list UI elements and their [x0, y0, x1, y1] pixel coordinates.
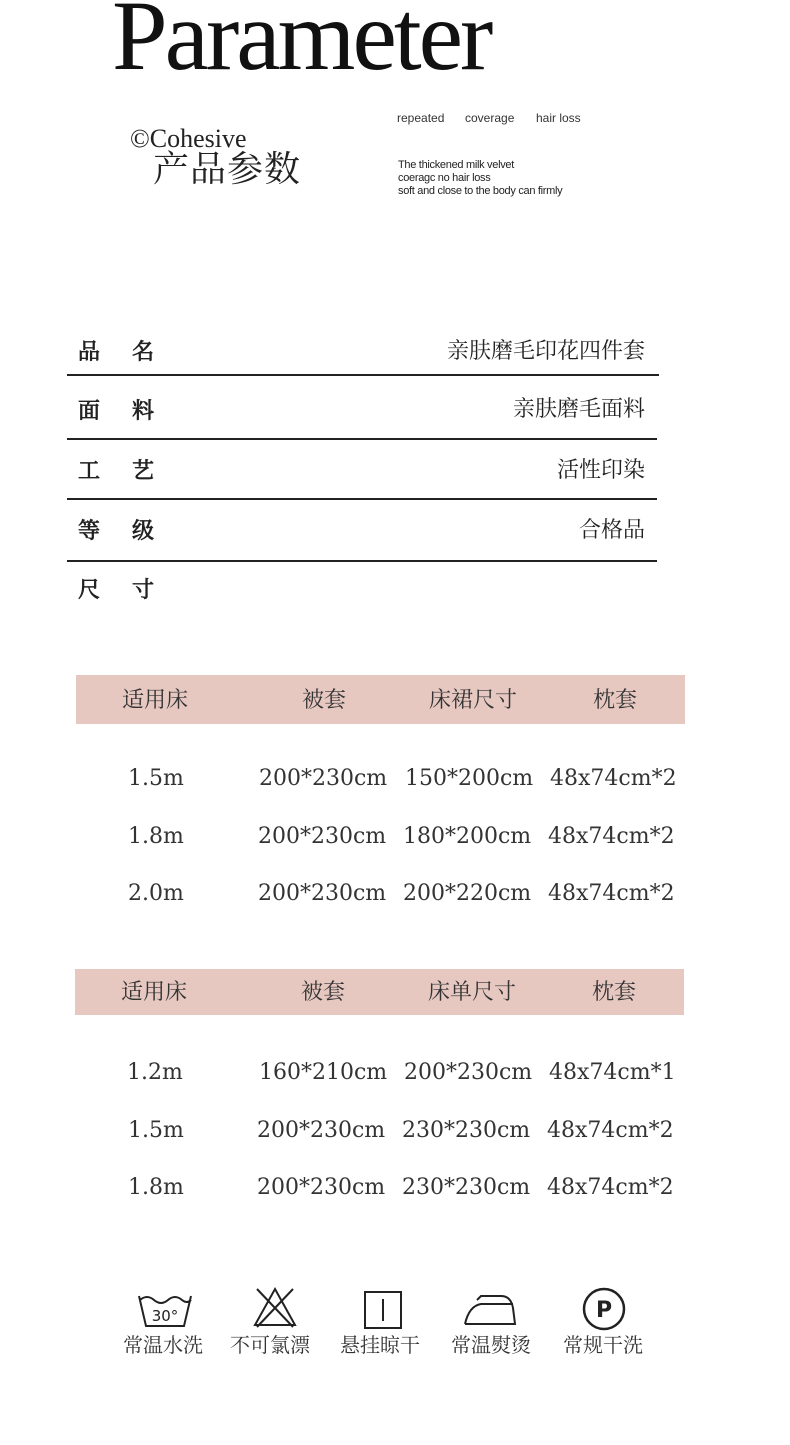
divider: [67, 438, 657, 440]
column-header: 适用床: [122, 688, 189, 713]
table-cell: 48x74cm*2: [548, 824, 675, 849]
page-title: Parameter: [112, 0, 491, 91]
table-header: [76, 675, 685, 724]
param-label-craft: 工艺: [78, 458, 187, 484]
description-line: The thickened milk velvet: [398, 159, 514, 171]
table-header: [75, 969, 684, 1015]
table-cell: 48x74cm*2: [550, 766, 677, 791]
table-cell: 230*230cm: [402, 1118, 531, 1143]
table-cell: 200*230cm: [259, 766, 388, 791]
column-header: 床单尺寸: [428, 980, 517, 1005]
param-label-grade: 等级: [78, 518, 187, 544]
table-cell: 200*220cm: [403, 881, 532, 906]
column-header: 床裙尺寸: [429, 688, 518, 713]
table-cell: 230*230cm: [402, 1175, 531, 1200]
table-cell: 1.5m: [128, 766, 184, 791]
no-bleach-icon: [251, 1285, 299, 1331]
param-label-name: 品名: [78, 339, 187, 365]
param-value-craft: 活性印染: [556, 458, 645, 483]
care-label-iron: 常温熨烫: [451, 1333, 531, 1357]
column-header: 被套: [302, 688, 347, 713]
table-cell: 1.5m: [128, 1118, 184, 1143]
section-title: 产品参数: [153, 149, 302, 190]
table-cell: 2.0m: [128, 881, 184, 906]
tag-coverage: coverage: [465, 111, 515, 125]
table-cell: 200*230cm: [404, 1060, 533, 1085]
tag-hair-loss: hair loss: [536, 111, 581, 125]
tag-repeated: repeated: [397, 111, 445, 125]
care-label-dry: 悬挂晾干: [340, 1333, 420, 1357]
param-value-grade: 合格品: [578, 518, 645, 543]
wash-30-icon: [136, 1290, 194, 1330]
param-value-name: 亲肤磨毛印花四件套: [446, 339, 645, 364]
column-header: 被套: [301, 980, 346, 1005]
table-cell: 200*230cm: [258, 881, 387, 906]
care-label-wash: 常温水洗: [123, 1333, 203, 1357]
description-line: soft and close to the body can firmly: [398, 185, 563, 197]
wash-temp: 30°: [151, 1307, 179, 1325]
table-cell: 1.8m: [128, 1175, 184, 1200]
brand-name: ©Cohesive: [130, 124, 247, 153]
description: [398, 159, 562, 198]
table-cell: 48x74cm*2: [548, 881, 675, 906]
divider: [67, 560, 657, 562]
param-label-size: 尺寸: [78, 577, 187, 603]
column-header: 枕套: [593, 688, 638, 713]
divider: [67, 374, 659, 376]
table-cell: 48x74cm*2: [547, 1175, 674, 1200]
table-cell: 200*230cm: [258, 824, 387, 849]
param-label-fabric: 面料: [78, 398, 187, 424]
table-cell: 1.2m: [127, 1060, 183, 1085]
divider: [67, 498, 657, 500]
table-cell: 160*210cm: [259, 1060, 388, 1085]
table-cell: 150*200cm: [405, 766, 534, 791]
param-value-fabric: 亲肤磨毛面料: [512, 397, 645, 422]
column-header: 适用床: [121, 980, 188, 1005]
care-label-dryclean: 常规干洗: [563, 1333, 643, 1357]
dry-clean-letter: P: [595, 1298, 613, 1323]
table-cell: 200*230cm: [257, 1118, 386, 1143]
table-cell: 48x74cm*2: [547, 1118, 674, 1143]
table-cell: 180*200cm: [403, 824, 532, 849]
dry-clean-p-icon: [582, 1287, 626, 1331]
column-header: 枕套: [592, 980, 637, 1005]
table-cell: 200*230cm: [257, 1175, 386, 1200]
table-cell: 48x74cm*1: [549, 1060, 676, 1085]
line-dry-icon: [363, 1290, 403, 1330]
iron-icon: [463, 1290, 517, 1328]
care-label-bleach: 不可氯漂: [230, 1333, 310, 1357]
table-cell: 1.8m: [128, 824, 184, 849]
description-line: coeragc no hair loss: [398, 172, 491, 184]
